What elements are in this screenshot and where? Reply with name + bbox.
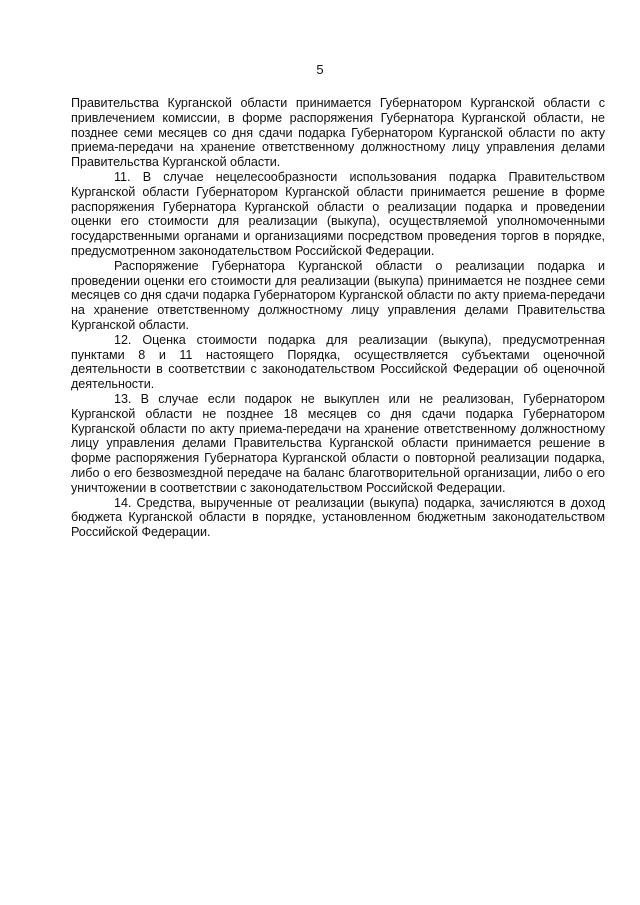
paragraph-continuation: Правительства Курганской области принимается Губернатором Курганской области с привлечением комиссии, в форме распоряжения Губернатора Курганской области, не позднее семи месяцев со дня сдачи подарка Губернатором Курганской области по акту приема-передачи на хранение ответственному должностному лицу управления делами Правительства Курганской области.: [71, 96, 605, 170]
paragraph-item-12: 12. Оценка стоимости подарка для реализации (выкупа), предусмотренная пунктами 8 и 11 настоящего Порядка, осуществляется субъектами оценочной деятельности в соответствии с законодательством Российской Федерации об оценочной деятельности.: [71, 332, 605, 392]
paragraph-item-14: 14. Средства, вырученные от реализации (выкупа) подарка, зачисляются в доход бюджета Курганской области в порядке, установленном бюджетным законодательством Российской Федерации.: [71, 495, 605, 540]
paragraph-item-13: 13. В случае если подарок не выкуплен или не реализован, Губернатором Курганской области не позднее 18 месяцев со дня сдачи подарка Губернатором Курганской области по акту приема-передачи на хранение ответственному должностному лицу управления делами Правительства Курганской области принимается решение в форме распоряжения Губернатора Курганской области о повторной реализации подарка, либо о его безвозмездной передаче на баланс благотворительной организации, либо о его уничтожении в соответствии с законодательством Российской Федерации.: [71, 391, 605, 495]
page-number: 5: [316, 62, 324, 77]
document-body: [71, 96, 605, 540]
paragraph-governor-order: Распоряжение Губернатора Курганской области о реализации подарка и проведении оценки его стоимости для реализации (выкупа) принимается не позднее семи месяцев со дня сдачи подарка Губернатором Курганской области по акту приема-передачи на хранение ответственному должностному лицу управления делами Правительства Курганской области.: [71, 258, 605, 332]
paragraph-item-11: 11. В случае нецелесообразности использования подарка Правительством Курганской области Губернатором Курганской области принимается решение в форме распоряжения Губернатора Курганской области о реализации подарка и проведении оценки его стоимости для реализации (выкупа), осуществляемой уполномоченными государственными органами и организациями посредством проведения торгов в порядке, предусмотренном законодательством Российской Федерации.: [71, 169, 605, 258]
